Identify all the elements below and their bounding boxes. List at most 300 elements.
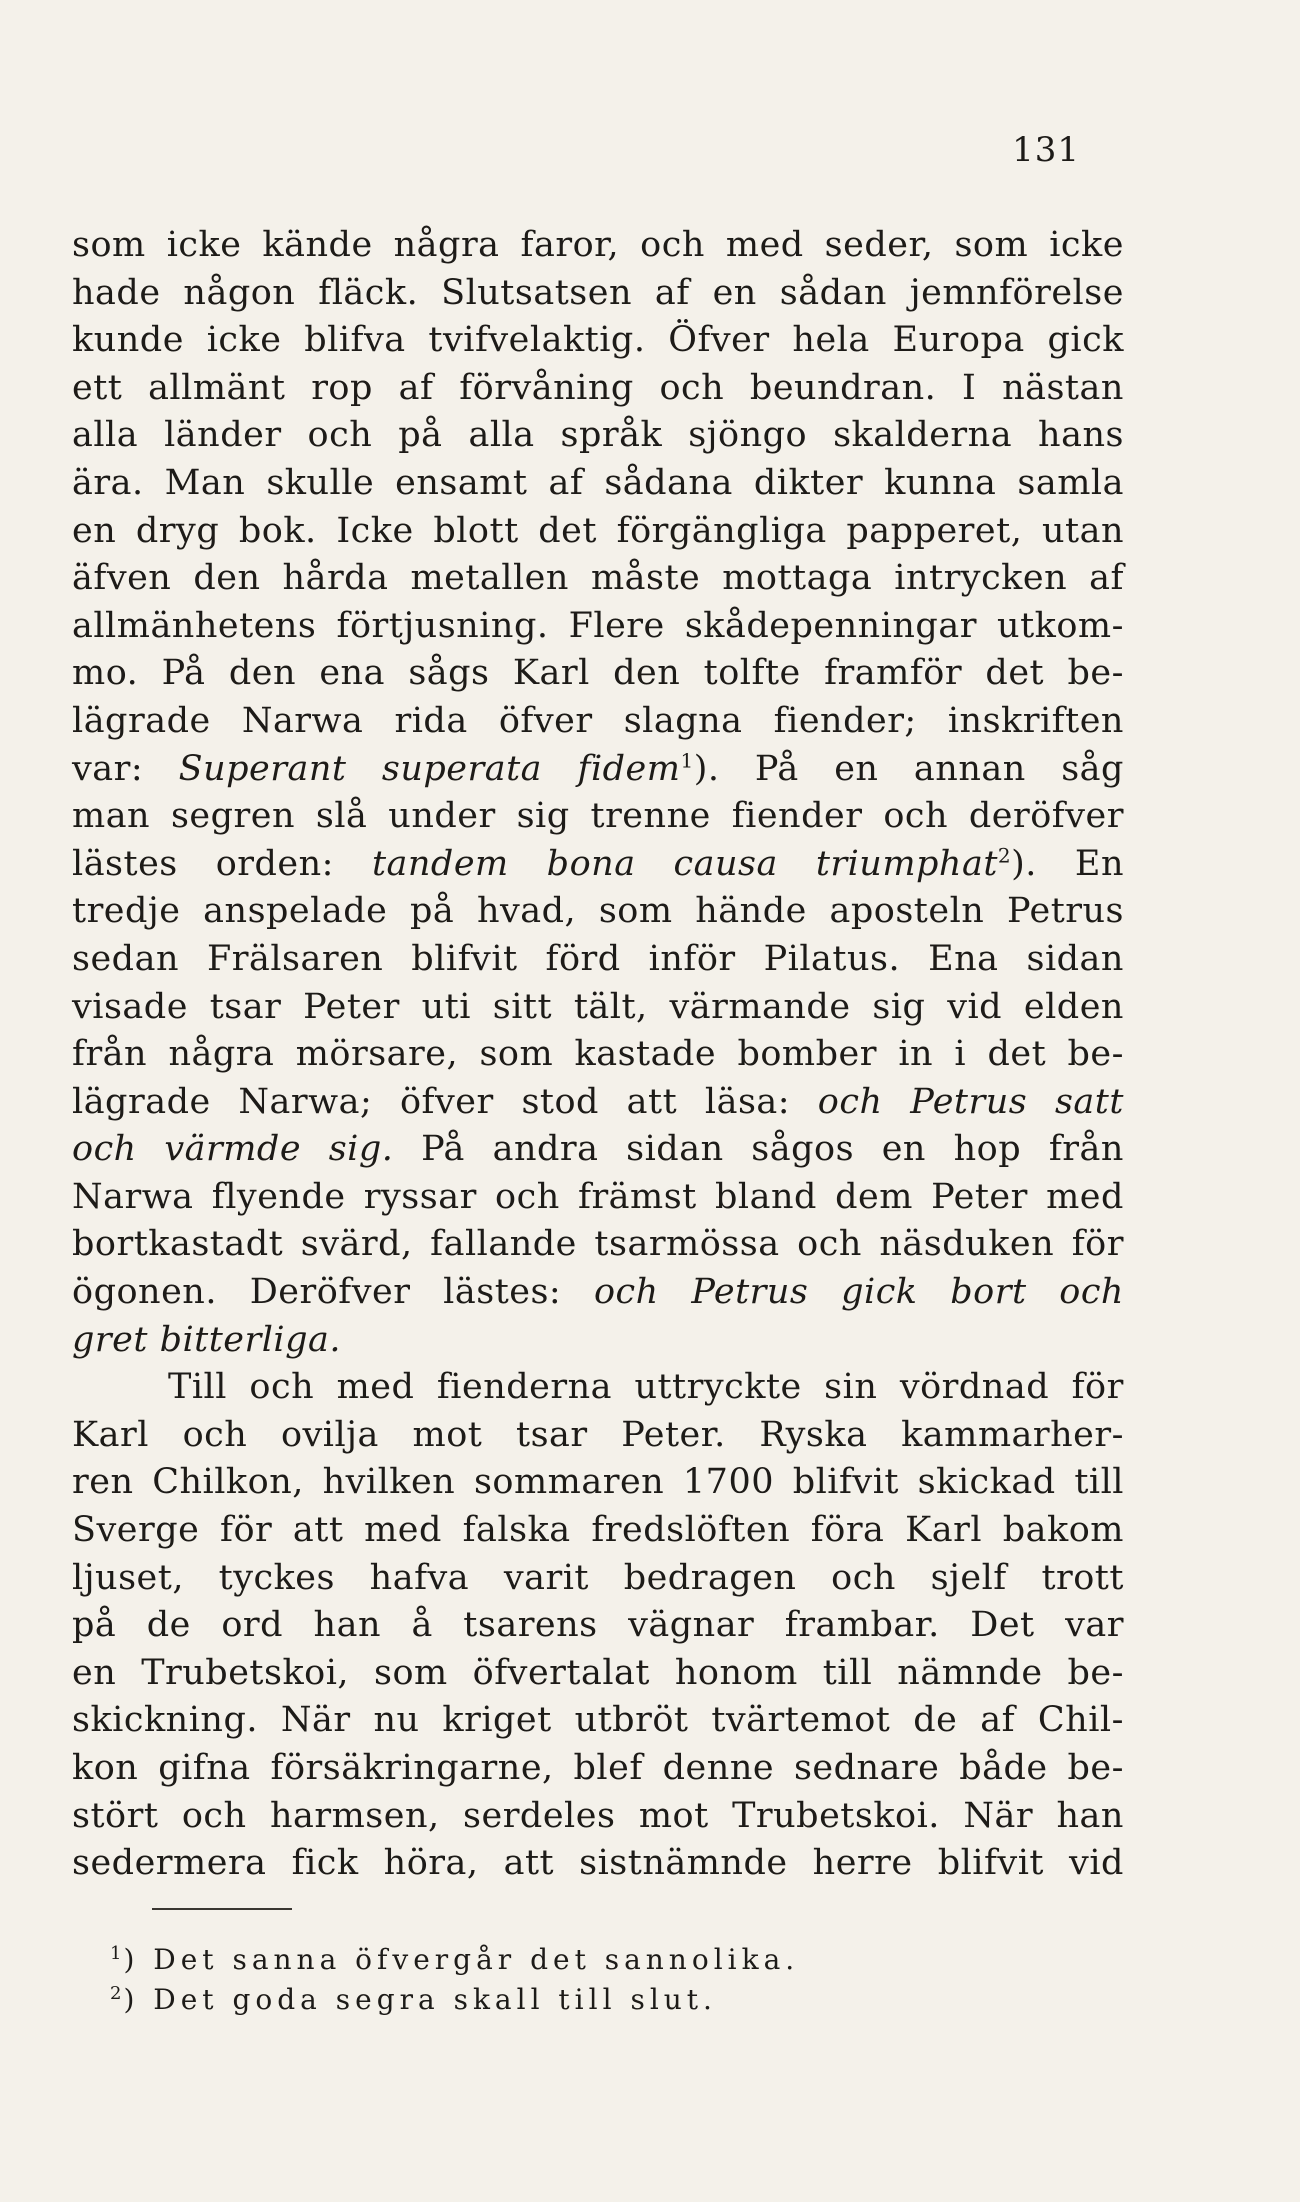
word: på [398,415,443,456]
word-group [898,1031,933,1079]
word: en [712,272,757,313]
word: utbröt [574,1700,689,1741]
text-line [72,1793,1124,1841]
word: någon [183,272,296,313]
word-group [1067,1031,1123,1079]
word: att [292,1510,344,1551]
word-group [316,793,368,841]
italic-word: Petrus [910,1081,1028,1122]
word: förvåning [459,367,634,408]
word: tsar [209,986,282,1027]
word-group [242,698,364,746]
text-line [72,222,1124,270]
word-group [212,1174,346,1222]
word: sidan [626,1129,724,1170]
word-group [293,1507,344,1555]
word: af [980,1700,1016,1741]
word-group [72,412,138,460]
word-group [737,1031,877,1079]
word-group [715,1174,817,1222]
word-group [954,1031,966,1079]
word-group [493,984,552,1032]
word: blifvit [792,1462,899,1503]
text-line [72,1602,1124,1650]
word-group [594,1269,659,1317]
body-text [72,222,1124,1888]
word-group [823,1650,873,1698]
word: sedermera [72,1843,267,1884]
word: skulle [266,462,375,503]
footnote-divider [152,1908,292,1910]
word-group [948,698,1124,746]
word-group [408,650,489,698]
text-line [72,508,1124,556]
word: äfven [72,558,172,599]
word-group [872,984,925,1032]
word-group [72,222,146,270]
word-group [1089,555,1124,603]
word-group [207,936,383,984]
word: faror, [520,225,620,265]
word: anspelade [203,891,388,932]
word: sjelf [930,1557,1007,1598]
word-group [152,1459,304,1507]
word: sedan [72,938,179,979]
word: Chilkon, [152,1462,304,1503]
word-group [663,1745,774,1793]
word-group [72,1269,217,1317]
word-group [882,1126,926,1174]
word-group [785,1602,940,1650]
word: tvärtemot [711,1700,891,1741]
word: hans [1038,415,1124,456]
word-group [72,1602,116,1650]
word: Peter [303,986,400,1027]
word-group [370,1555,470,1603]
word: alla [468,415,535,456]
word: till [1074,1462,1124,1503]
word: slå [315,796,368,837]
word: vägnar [628,1605,755,1646]
word: trott [1041,1557,1124,1598]
word-group [594,1221,779,1269]
word-group [918,1459,1056,1507]
word-group [722,555,872,603]
word-group [1059,1269,1124,1317]
word: deröfver [968,796,1124,837]
word: ära. [72,462,144,503]
word-group [72,1174,194,1222]
text-line [72,1174,1124,1222]
word: för [1071,1367,1124,1408]
word: lägrade [72,700,211,741]
word-group [430,1221,577,1269]
word: När [963,1795,1034,1836]
word-group [1038,412,1124,460]
word: icke [166,225,242,265]
word-group [468,412,534,460]
word: länder [164,415,282,456]
text-line [72,698,1124,746]
word: föra [810,1510,885,1551]
word-group [980,1697,1015,1745]
word-group [301,1221,413,1269]
word-group [640,222,705,270]
word-group [72,1412,149,1460]
word-group [1067,650,1123,698]
word: mot [638,1795,709,1836]
word-group [72,460,144,508]
word-group [897,1650,1042,1698]
word: in [898,1034,934,1075]
italic-word: och [72,1129,137,1170]
word-group [372,841,509,889]
word: mot [412,1414,483,1455]
word: blef [573,1748,643,1788]
footnote-reference: 2 [997,843,1012,868]
word-group [394,222,500,270]
word: orden: [215,843,334,884]
word: Flere [568,605,665,646]
word: och [249,1367,315,1408]
word: aposteln [829,891,985,932]
word-group [422,984,471,1032]
word: ren [72,1462,134,1503]
word: han [313,1605,381,1646]
word-group [303,984,400,1032]
word: bland [714,1176,817,1217]
word: med [364,1510,442,1551]
word: man [72,796,151,837]
word-group [599,888,673,936]
word-group [463,1602,597,1650]
word: sitt [492,986,553,1027]
word-group [443,1269,561,1317]
word-group [617,508,827,556]
word-group [879,1221,1054,1269]
word-group [413,1412,483,1460]
text-line [72,793,1124,841]
word-group [910,1079,1027,1127]
word: falska [462,1510,571,1551]
word-group [337,1364,415,1412]
word-group [168,1031,274,1079]
word-group [732,1793,940,1841]
italic-word: fidem [577,748,681,789]
word-group [900,1364,1049,1412]
word-group [811,1507,885,1555]
italic-word: värmde [164,1129,302,1170]
word: och [307,415,373,456]
word: öfver [399,1081,494,1122]
word-group [158,1745,250,1793]
word-group [591,793,711,841]
word: för [1071,1224,1124,1265]
word: måste [590,558,701,599]
word-group [72,888,180,936]
word: ljuset, [72,1557,184,1598]
word: var: [72,748,144,789]
word-group [220,1507,272,1555]
word: varit [503,1557,589,1598]
word-group [604,460,733,508]
word: uti [421,986,471,1027]
word: tsar [516,1414,588,1455]
word: höra, [383,1843,479,1884]
word: dryg [135,510,220,551]
word: med [1046,1176,1124,1217]
word: af [654,272,690,313]
word-group [705,1079,790,1127]
footnote-reference: 1 [680,747,694,772]
italic-word: triumphat [815,843,998,884]
word: af [1089,558,1124,599]
italic-word: Petrus [691,1272,809,1313]
word-group [759,1412,867,1460]
word: såg [1061,748,1124,789]
word-group [818,1079,883,1127]
text-line [72,1364,1124,1412]
word: fiender; [773,700,917,741]
word-group [311,365,373,413]
word-group [141,1650,349,1698]
word-group [901,1412,1124,1460]
word-group [72,270,161,318]
footnote [110,1940,1010,1980]
footnote-text: ) Det goda segra skall till slut. [123,1983,717,2016]
word: tredje [72,891,181,932]
word: sommaren [473,1462,665,1503]
word-group [463,1793,615,1841]
word-group [754,460,863,508]
word-group [441,270,632,318]
word-group [72,650,138,698]
word-group [168,1364,227,1412]
word-group [824,1364,877,1412]
word: utkom- [997,605,1124,646]
word-group [72,1507,199,1555]
word: kände [262,225,373,265]
word: bedragen [623,1557,797,1598]
word: ögonen. [72,1272,217,1313]
word-group [1024,984,1124,1032]
word: var [1065,1605,1124,1646]
word: mörsare, [295,1034,459,1075]
word-group [433,508,518,556]
word: förd [545,938,621,979]
word-group [437,1364,612,1412]
word: läsa: [704,1081,791,1122]
word: det [987,1034,1047,1075]
word-group [634,1364,801,1412]
word-group [813,1840,913,1888]
word-group [72,984,188,1032]
word-group [755,746,799,794]
italic-word: superata [381,748,543,789]
word: kunde [72,320,184,361]
word: mottaga [722,558,873,599]
word-group [262,222,372,270]
word-group [388,793,495,841]
word-group [675,1650,798,1698]
word: värmande [669,986,851,1027]
word-group [399,365,434,413]
word-group [655,270,690,318]
word-group [72,365,122,413]
word: förtjusning. [336,605,549,646]
word-group [504,1840,555,1888]
word: Icke [336,510,414,551]
word-group [421,1126,465,1174]
word-group [1075,841,1124,889]
word-group [674,841,778,889]
word-group [894,555,1067,603]
word-group [659,365,724,413]
word-group [1055,1079,1124,1127]
word: blifva [304,320,406,361]
word: blott [433,510,519,551]
word-group [883,793,948,841]
word-group [928,936,998,984]
word: och [495,1176,560,1217]
word-group [954,1126,1022,1174]
word-group [72,508,116,556]
word-group [410,555,568,603]
word-group [1002,365,1124,413]
word: På [161,653,206,694]
word: och [797,1224,862,1265]
word: några [393,225,500,265]
word: ryssar [363,1176,477,1217]
word-group [1072,1221,1124,1269]
word-group [668,317,769,365]
word: Slutsatsen [441,272,632,313]
word-group [1049,222,1124,270]
word-group [179,746,347,794]
word: metallen [410,558,569,599]
word-group [695,888,807,936]
word-group [1061,746,1124,794]
text-line [72,1031,1124,1079]
word-group [950,1269,1026,1317]
word: Europa [892,320,1025,361]
word: Karl [512,653,590,694]
word-group [516,1412,588,1460]
word: sågos [751,1129,855,1170]
word-group [477,888,576,936]
word: bok. [238,510,317,551]
word: och [640,225,705,265]
word-group [1069,1840,1124,1888]
word-group [72,1317,148,1365]
word-group [825,222,934,270]
word-group [336,508,413,556]
word-group [841,1269,917,1317]
word: med [336,1367,415,1408]
word: tsarmössa [594,1224,780,1265]
word-group [281,1697,351,1745]
text-line [72,936,1124,984]
word: sednare [793,1748,940,1788]
italic-word: sig. [328,1129,394,1170]
word: sådana [604,462,733,503]
word: Karl [72,1414,149,1455]
word-group [1065,1602,1124,1650]
text-line [72,270,1124,318]
word-group [792,317,869,365]
word-group [165,460,246,508]
word: den [193,558,261,599]
word-group [474,1459,664,1507]
footnote [110,1980,1010,2020]
word: Karl [905,1510,983,1551]
word-group [203,888,387,936]
word-group [72,1031,147,1079]
word-group [171,793,295,841]
word: serdeles [463,1795,616,1836]
word-group [591,555,700,603]
word-group [400,1079,494,1127]
word: segren [170,796,296,837]
word-group [846,508,1022,556]
word: vördnad [899,1367,1050,1408]
word: Det [970,1605,1035,1646]
word: sågs [408,653,490,694]
word-group [959,1745,1047,1793]
word-group [162,650,206,698]
word-group [398,412,442,460]
word: från [1048,1129,1124,1170]
word-group [72,1126,137,1174]
word: som [598,891,673,932]
word-group [1003,1507,1124,1555]
word-group [148,365,285,413]
word-group [72,1079,211,1127]
word: öfvertalat [472,1652,650,1693]
word: sin [824,1367,878,1408]
word: inför [648,938,736,979]
word: af [548,462,584,503]
word-group [479,1031,553,1079]
word: näsduken [879,1224,1055,1265]
word-group [816,841,1037,889]
word-group [183,270,295,318]
word: icke [206,320,282,361]
word-group [962,365,976,413]
word: frambar. [784,1605,940,1646]
word: lägrade [72,1081,211,1122]
word: stört [72,1795,159,1836]
word-group [513,650,590,698]
word-group [219,1555,335,1603]
word-group [969,793,1124,841]
word-group [72,1221,283,1269]
word-group [193,555,260,603]
word-group [577,746,719,794]
footnote-mark: 2 [110,1982,122,2004]
word: språk [560,415,663,456]
word: kriget [442,1700,552,1741]
word-group [931,1555,1007,1603]
word: Chil- [1037,1700,1124,1741]
word-group [167,222,242,270]
word-group [1056,1793,1123,1841]
word-group [732,793,863,841]
text-line [72,412,1124,460]
word-group [72,698,211,746]
word: Ena [928,938,999,979]
word-group [182,1793,247,1841]
